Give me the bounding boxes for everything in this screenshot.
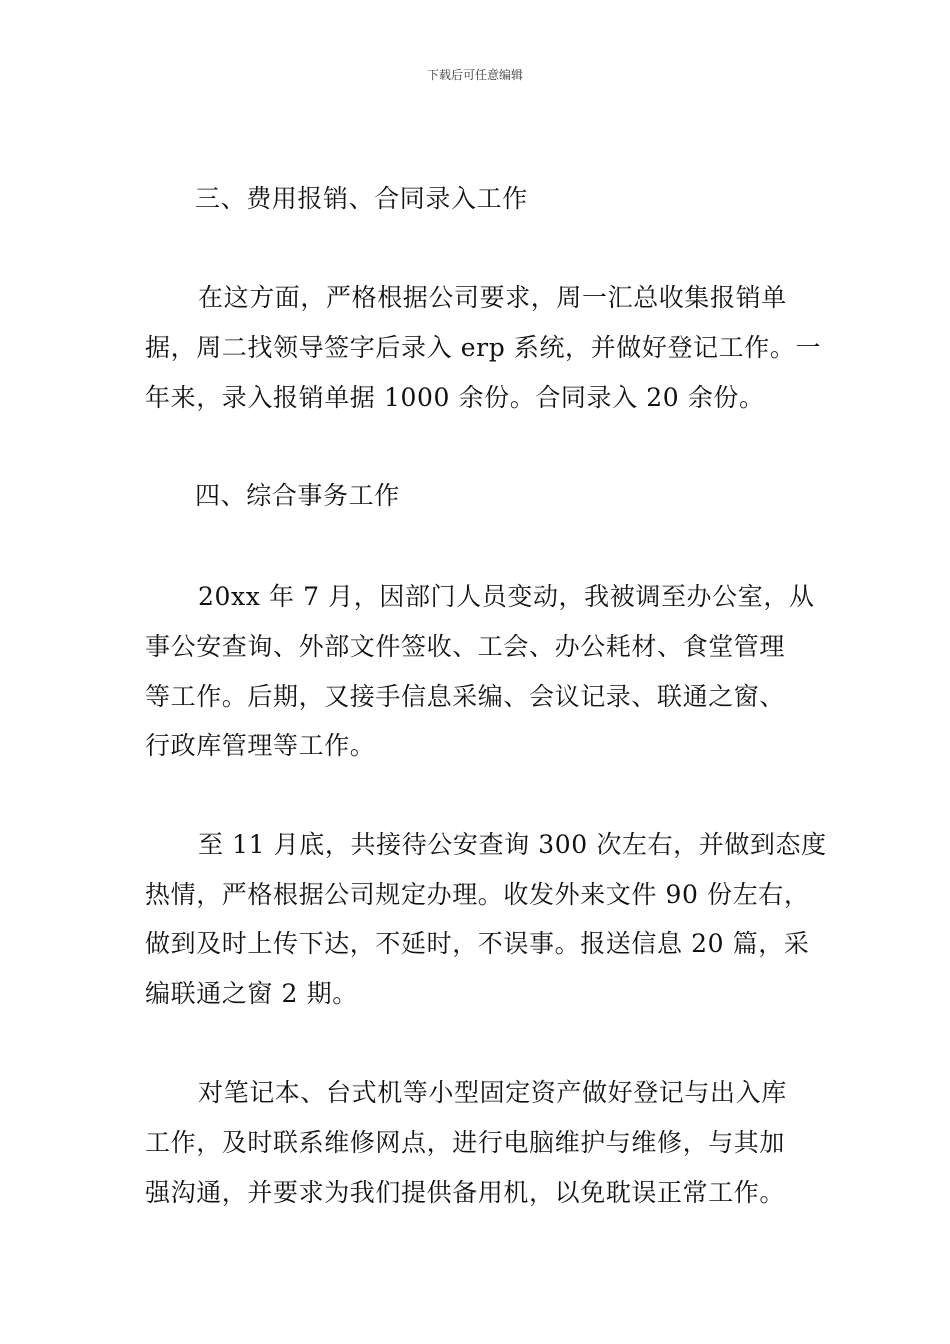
paragraph-line: 工作，及时联系维修网点，进行电脑维护与维修，与其加 (145, 1128, 786, 1157)
section-title-4: 四、综合事务工作 (195, 481, 400, 510)
paragraph-line: 至 11 月底，共接待公安查询 300 次左右，并做到态度 (198, 830, 827, 859)
section-title-3: 三、费用报销、合同录入工作 (195, 184, 528, 213)
paragraph-line: 做到及时上传下达，不延时，不误事。报送信息 20 篇，采 (145, 929, 810, 958)
paragraph-line: 强沟通，并要求为我们提供备用机，以免耽误正常工作。 (145, 1178, 786, 1207)
paragraph-line: 据，周二找领导签字后录入 erp 系统，并做好登记工作。一 (145, 333, 822, 362)
paragraph-line: 年来，录入报销单据 1000 余份。合同录入 20 余份。 (145, 383, 765, 412)
page-header: 下载后可任意编辑 (426, 68, 523, 82)
paragraph-line: 20xx 年 7 月，因部门人员变动，我被调至办公室，从 (198, 582, 815, 611)
paragraph-line: 在这方面，严格根据公司要求，周一汇总收集报销单 (198, 283, 787, 312)
paragraph-line: 对笔记本、台式机等小型固定资产做好登记与出入库 (198, 1078, 787, 1107)
paragraph-line: 编联通之窗 2 期。 (145, 979, 358, 1008)
paragraph-line: 事公安查询、外部文件签收、工会、办公耗材、食堂管理 (145, 632, 786, 661)
paragraph-line: 行政库管理等工作。 (145, 731, 376, 760)
paragraph-line: 热情，严格根据公司规定办理。收发外来文件 90 份左右， (145, 880, 810, 909)
paragraph-line: 等工作。后期，又接手信息采编、会议记录、联通之窗、 (145, 682, 786, 711)
